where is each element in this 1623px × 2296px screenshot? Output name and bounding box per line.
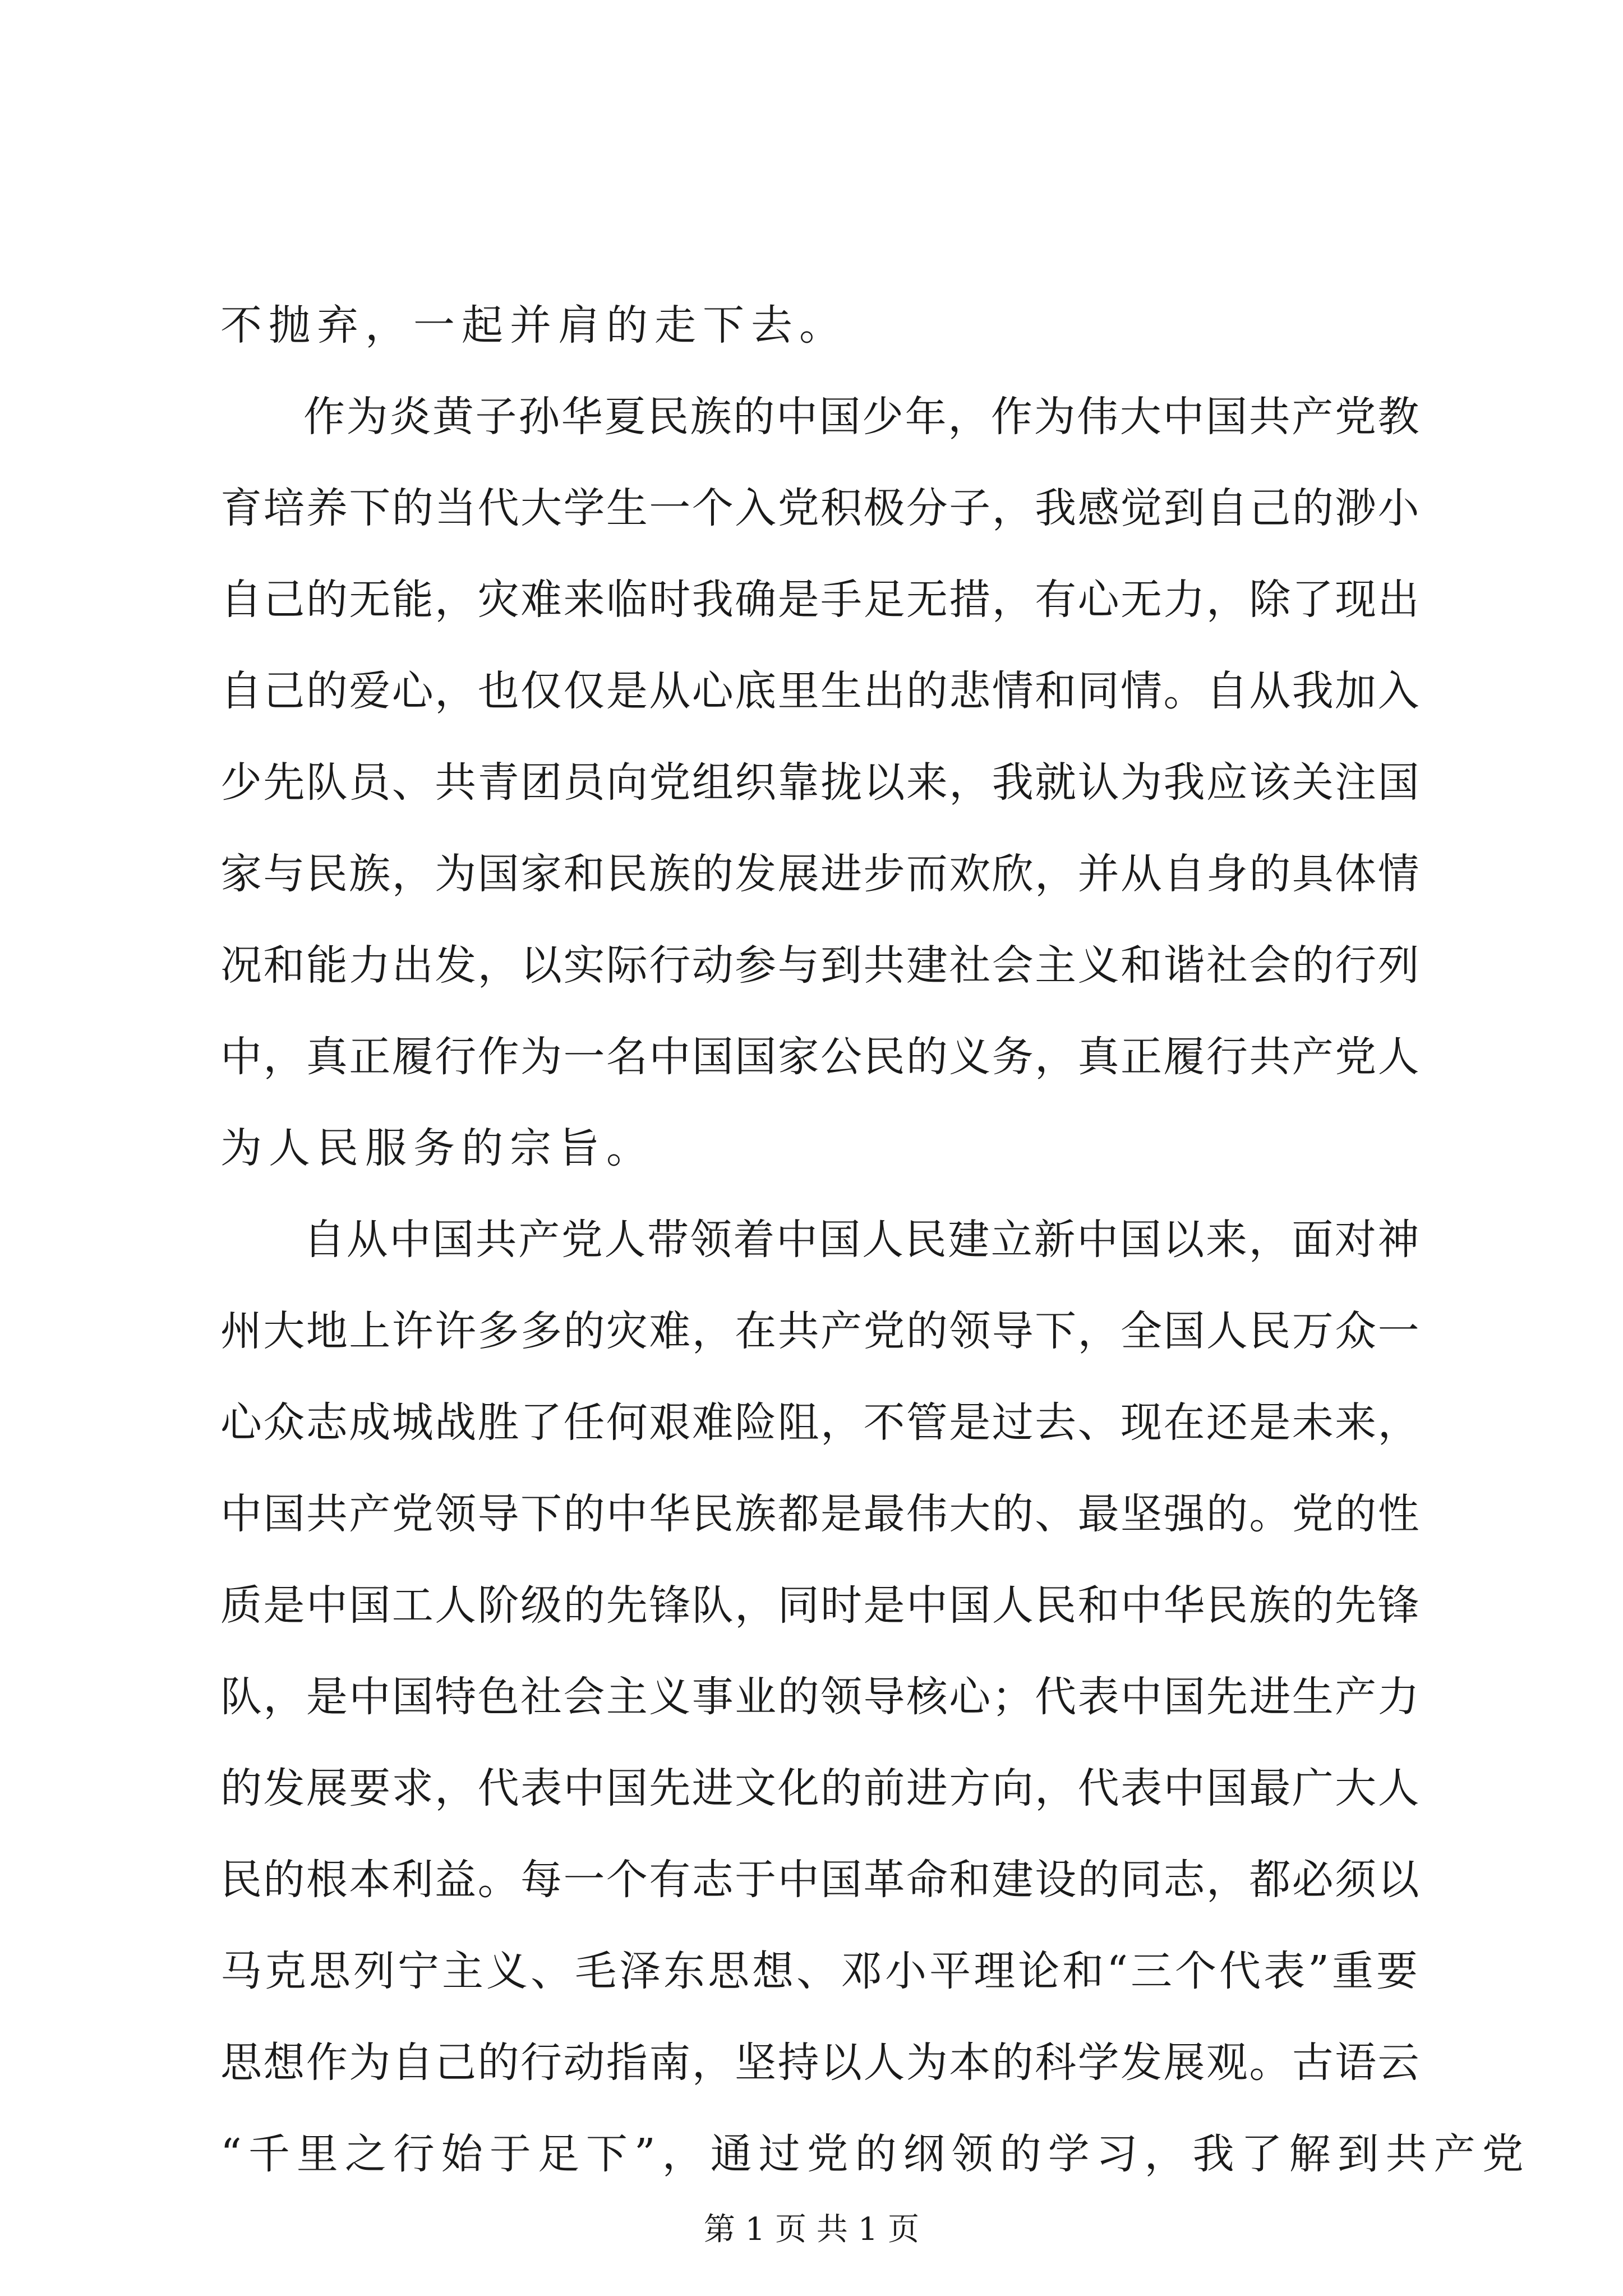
- page-footer: 第 1 页 共 1 页: [703, 2211, 920, 2248]
- paragraph-line: 为人民服务的宗旨。: [220, 1124, 654, 1172]
- paragraph-line: 质是中国工人阶级的先锋队，同时是中国人民和中华民族的先锋: [220, 1581, 1421, 1630]
- paragraph-line: 队，是中国特色社会主义事业的领导核心；代表中国先进生产力: [220, 1673, 1421, 1721]
- paragraph-line: 的发展要求，代表中国先进文化的前进方向，代表中国最广大人: [220, 1764, 1421, 1812]
- paragraph-line: 马克思列宁主义、毛泽东思想、邓小平理论和“三个代表”重要: [220, 1947, 1421, 1995]
- paragraph-line: 作为炎黄子孙华夏民族的中国少年，作为伟大中国共产党教: [303, 393, 1421, 441]
- paragraph-line: 少先队员、共青团员向党组织靠拢以来，我就认为我应该关注国: [220, 758, 1421, 807]
- paragraph-line: 育培养下的当代大学生一个入党积极分子，我感觉到自己的渺小: [220, 484, 1421, 532]
- paragraph-line: “千里之行始于足下”，通过党的纲领的学习，我了解到共产党: [220, 2130, 1530, 2178]
- paragraph-line: 中国共产党领导下的中华民族都是最伟大的、最坚强的。党的性: [220, 1490, 1421, 1538]
- paragraph-line: 自从中国共产党人带领着中国人民建立新中国以来，面对神: [303, 1216, 1421, 1264]
- paragraph-line: 不抛弃，一起并肩的走下去。: [220, 301, 847, 349]
- paragraph-line: 况和能力出发，以实际行动参与到共建社会主义和谐社会的行列: [220, 941, 1421, 990]
- paragraph-line: 自己的无能，灾难来临时我确是手足无措，有心无力，除了现出: [220, 576, 1421, 624]
- paragraph-line: 民的根本利益。每一个有志于中国革命和建设的同志，都必须以: [220, 1856, 1421, 1904]
- paragraph-line: 思想作为自己的行动指南，坚持以人为本的科学发展观。古语云: [220, 2039, 1421, 2087]
- paragraph-line: 州大地上许许多多的灾难，在共产党的领导下，全国人民万众一: [220, 1307, 1421, 1355]
- paragraph-line: 家与民族，为国家和民族的发展进步而欢欣，并从自身的具体情: [220, 850, 1421, 898]
- paragraph-line: 心众志成城战胜了任何艰难险阻，不管是过去、现在还是未来，: [220, 1398, 1421, 1447]
- paragraph-line: 中，真正履行作为一名中国国家公民的义务，真正履行共产党人: [220, 1033, 1421, 1081]
- paragraph-line: 自己的爱心，也仅仅是从心底里生出的悲情和同情。自从我加入: [220, 667, 1421, 715]
